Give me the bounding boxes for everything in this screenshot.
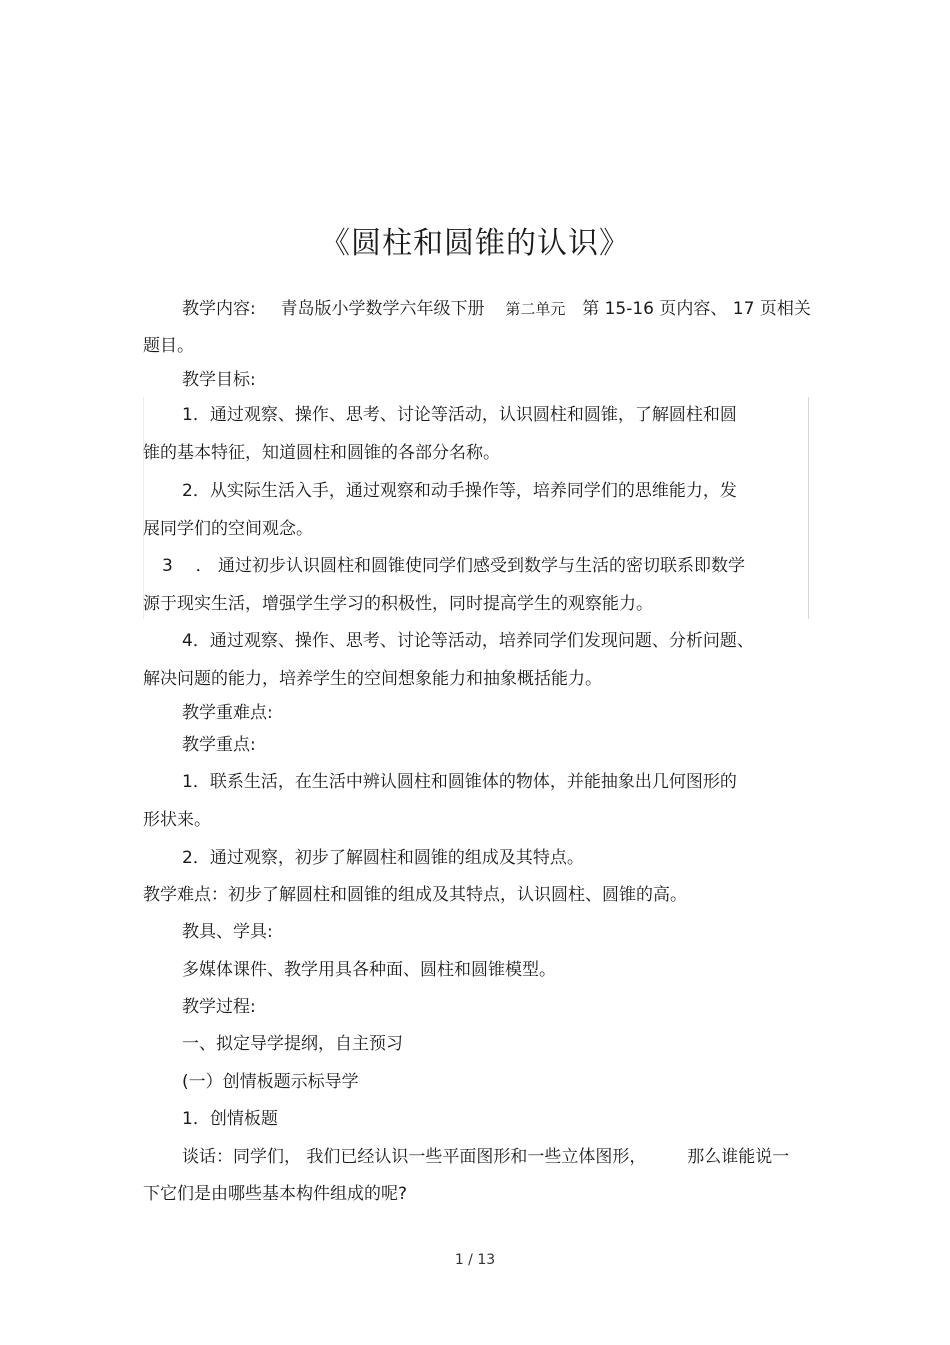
goal3-dot: ．	[195, 556, 213, 576]
content-line-cont: 题目。	[143, 336, 194, 356]
goal4-line-b: 解决问题的能力，培养学生的空间想象能力和抽象概括能力。	[143, 669, 602, 689]
tools-label: 教具、学具:	[182, 922, 273, 942]
talk-text-a: 谈话：同学们， 我们已经认识一些平面图形和一些立体图形，	[182, 1147, 647, 1167]
step1-1-1-heading: 1．创情板题	[182, 1109, 278, 1129]
goals-box	[143, 397, 809, 619]
difficulty-line: 教学难点：初步了解圆柱和圆锥的组成及其特点，认识圆柱、圆锥的高。	[143, 885, 687, 905]
process-label: 教学过程:	[182, 997, 256, 1017]
goal2-line-a: 2．从实际生活入手，通过观察和动手操作等，培养同学们的思维能力，发	[182, 481, 737, 501]
content-book: 青岛版小学数学六年级下册	[280, 299, 485, 319]
key-label: 教学重点:	[182, 735, 256, 755]
goal3-number: 3	[162, 556, 173, 576]
goal4-line-a: 4．通过观察、操作、思考、讨论等活动，培养同学们发现问题、分析问题、	[182, 631, 754, 651]
page-title: 《圆柱和圆锥的认识》	[320, 226, 630, 261]
step1-1-heading: (一）创情板题示标导学	[182, 1072, 359, 1092]
goal3-line-b: 源于现实生活，增强学生学习的积极性，同时提高学生的观察能力。	[143, 594, 653, 614]
content-pages: 第 15-16 页内容、 17 页相关	[582, 299, 811, 319]
talk-line-b: 下它们是由哪些基本构件组成的呢?	[143, 1184, 408, 1204]
goal1-line-b: 锥的基本特征，知道圆柱和圆锥的各部分名称。	[143, 443, 500, 463]
content-unit: 第二单元	[505, 300, 566, 318]
key1-line-b: 形状来。	[143, 810, 211, 830]
goal2-line-b: 展同学们的空间观念。	[143, 519, 313, 539]
page-number: 1 / 13	[454, 1252, 496, 1268]
goal3-text: 通过初步认识圆柱和圆锥使同学们感受到数学与生活的密切联系即数学	[218, 556, 746, 576]
content-line	[182, 297, 811, 321]
key2-line: 2．通过观察，初步了解圆柱和圆锥的组成及其特点。	[182, 848, 584, 868]
goal3-line-a	[162, 554, 745, 578]
keydiff-label: 教学重难点:	[182, 703, 273, 723]
talk-text-b: 那么谁能说一	[687, 1147, 790, 1167]
goals-label: 教学目标:	[182, 370, 256, 390]
key1-line-a: 1．联系生活，在生活中辨认圆柱和圆锥体的物体，并能抽象出几何图形的	[182, 772, 737, 792]
content-label: 教学内容:	[182, 299, 256, 319]
goal1-line-a: 1．通过观察、操作、思考、讨论等活动，认识圆柱和圆锥，了解圆柱和圆	[182, 405, 737, 425]
step1-heading: 一、拟定导学提纲，自主预习	[182, 1034, 403, 1054]
talk-line-a	[182, 1145, 789, 1169]
tools-line: 多媒体课件、教学用具各种面、圆柱和圆锥模型。	[182, 960, 556, 980]
